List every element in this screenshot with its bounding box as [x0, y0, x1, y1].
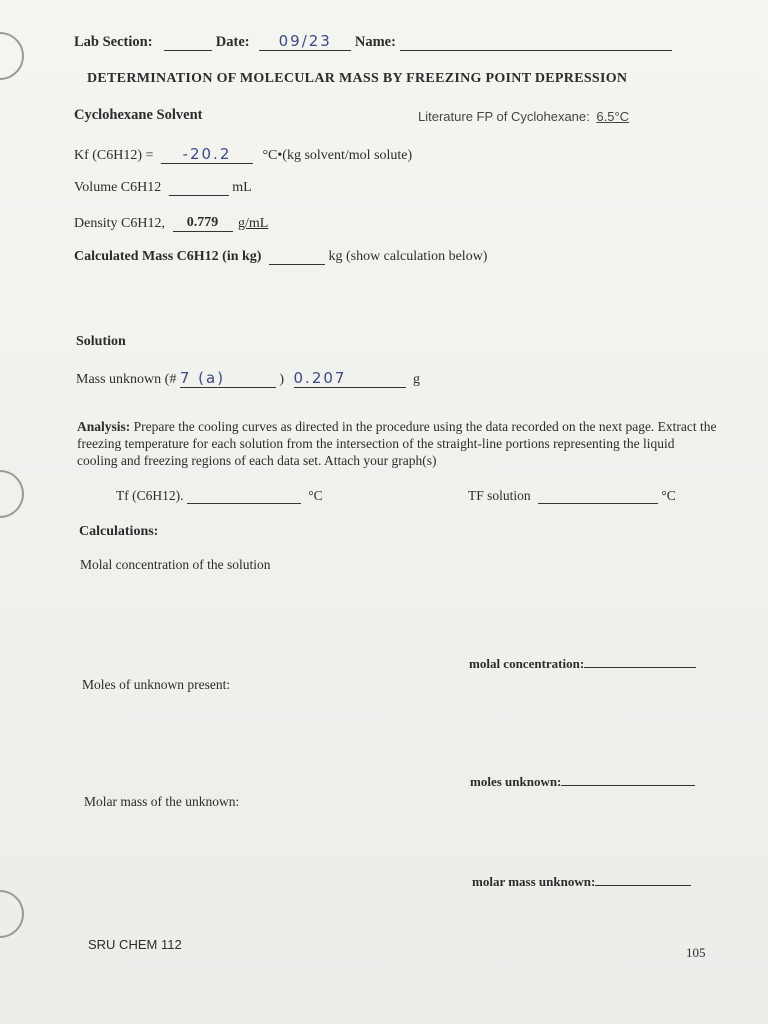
kf-row: [74, 145, 412, 164]
density-units: g/mL: [238, 216, 269, 231]
solution-heading: Solution: [76, 334, 126, 349]
course-footer: SRU CHEM 112: [88, 937, 182, 952]
moles-answer: [470, 774, 695, 790]
tf-solution-field[interactable]: [538, 503, 658, 504]
literature-fp-value: 6.5°C: [596, 109, 630, 124]
density-label: Density C6H12,: [74, 216, 165, 231]
mass-unknown-field[interactable]: 0.207: [294, 369, 406, 388]
volume-row: [74, 180, 252, 196]
calculations-heading: Calculations:: [79, 524, 159, 539]
density-value: 0.779: [173, 215, 233, 232]
literature-fp-label: Literature FP of Cyclohexane:: [418, 109, 590, 124]
molar-mass-answer-field[interactable]: [595, 885, 691, 886]
volume-field[interactable]: [169, 195, 229, 196]
name-field[interactable]: [400, 50, 672, 51]
analysis-paragraph: [77, 418, 717, 469]
molar-mass-answer: [472, 874, 691, 890]
mass-unknown-label: Mass unknown (#: [76, 372, 177, 387]
date-field[interactable]: 09/23: [259, 32, 351, 51]
tf-solution-label: TF solution: [468, 488, 531, 503]
lab-section-field[interactable]: [164, 50, 212, 51]
solvent-heading: Cyclohexane Solvent: [74, 107, 203, 123]
mass-units: kg (show calculation below): [328, 249, 488, 264]
tf-solvent-row: [116, 488, 323, 504]
mass-field[interactable]: [269, 264, 325, 265]
analysis-text: Prepare the cooling curves as directed in the procedure using the data recorded on the next page. Extract the freezing temperature for each solution from the intersection of the straight-line portions representing the liquid cooling and freezing regions of each data set. Attach your graph(s): [77, 419, 717, 468]
tf-solution-row: [468, 488, 676, 504]
mass-label: Calculated Mass C6H12 (in kg): [74, 249, 262, 264]
binder-hole: [0, 460, 34, 528]
binder-hole: [0, 22, 34, 90]
molal-answer-field[interactable]: [584, 667, 696, 668]
unknown-id-field[interactable]: 7 (a): [180, 369, 276, 388]
molal-label: Molal concentration of the solution: [80, 557, 271, 572]
mass-unknown-row: Mass unknown (# 7 (a) ) 0.207 g: [76, 369, 421, 387]
volume-units: mL: [232, 180, 252, 195]
tf-solvent-units: °C: [308, 488, 323, 503]
analysis-label: Analysis:: [77, 419, 131, 434]
page-title: DETERMINATION OF MOLECULAR MASS BY FREEZING POINT DEPRESSION: [87, 71, 628, 86]
header-row: [74, 32, 672, 51]
molar-mass-answer-label: molar mass unknown:: [472, 874, 596, 889]
kf-label: Kf (C6H12) =: [74, 148, 154, 163]
molar-mass-label: Molar mass of the unknown:: [84, 794, 240, 809]
name-label: Name:: [354, 34, 396, 50]
literature-fp: [418, 109, 629, 124]
binder-hole: [0, 880, 34, 948]
page-number: 105: [686, 945, 706, 960]
tf-solvent-label: Tf (C6H12).: [116, 488, 184, 503]
moles-label: Moles of unknown present:: [82, 677, 231, 692]
moles-answer-field[interactable]: [561, 785, 695, 786]
tf-solution-units: °C: [661, 488, 676, 503]
kf-field[interactable]: -20.2: [161, 145, 253, 164]
molal-answer: [469, 656, 696, 672]
tf-solvent-field[interactable]: [187, 503, 301, 504]
density-row: [74, 215, 268, 232]
date-label: Date:: [215, 34, 250, 50]
lab-section-label: Lab Section:: [74, 34, 153, 50]
moles-answer-label: moles unknown:: [470, 774, 562, 789]
mass-unknown-units: g: [413, 372, 421, 387]
molal-answer-label: molal concentration:: [469, 656, 585, 671]
mass-row: [74, 249, 487, 265]
volume-label: Volume C6H12: [74, 180, 162, 195]
kf-units: °C•(kg solvent/mol solute): [262, 148, 413, 163]
